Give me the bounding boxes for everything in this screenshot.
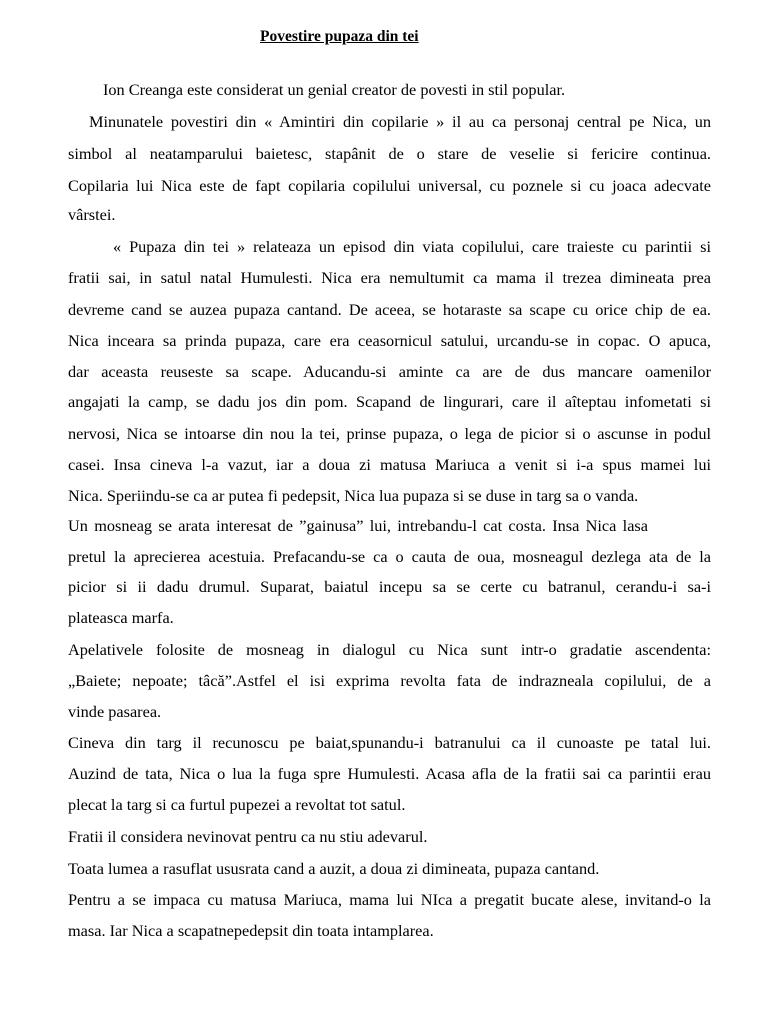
text-line: masa. Iar Nica a scapatnepedepsit din toata intamplarea. <box>68 921 434 940</box>
text-line: fratii sai, in satul natal Humulesti. Nica era nemultumit ca mama il trezea dimineata prea <box>68 268 711 287</box>
text-line: casei. Insa cineva l-a vazut, iar a doua zi matusa Mariuca a venit si i-a spus mamei lui <box>68 455 711 474</box>
text-line: nervosi, Nica se intoarse din nou la tei, prinse pupaza, o lega de picior si o ascunse in podul <box>68 424 711 443</box>
text-line: vinde pasarea. <box>68 702 162 721</box>
text-line: Minunatele povestiri din « Amintiri din copilarie » il au ca personaj central pe Nica, un <box>89 112 711 131</box>
text-line: pretul la aprecierea acestuia. Prefacandu-se ca o cauta de oua, mosneagul dezlega ata de la <box>68 547 711 566</box>
text-line: « Pupaza din tei » relateaza un episod din viata copilului, care traieste cu parintii si <box>113 237 711 256</box>
text-line: Copilaria lui Nica este de fapt copilaria copilului universal, cu poznele si cu joaca adecvate <box>68 176 711 195</box>
text-line: Un mosneag se arata interesat de ”gainusa” lui, intrebandu-l cat costa. Insa Nica lasa <box>68 516 648 535</box>
text-line: Nica. Speriindu-se ca ar putea fi pedepsit, Nica lua pupaza si se duse in targ sa o vanda. <box>68 486 639 505</box>
text-line: dar aceasta reuseste sa scape. Aducandu-si aminte ca are de dus mancare oamenilor <box>68 362 711 381</box>
text-line: simbol al neatamparului baietesc, stapânit de o stare de veselie si fericire continua. <box>68 144 711 163</box>
text-line: vârstei. <box>68 205 116 224</box>
text-line: picior si ii dadu drumul. Suparat, baiatul incepu sa se certe cu batranul, cerandu-i sa-i <box>68 577 711 596</box>
document-title: Povestire pupaza din tei <box>260 28 419 45</box>
text-line: Ion Creanga este considerat un genial creator de povesti in stil popular. <box>103 80 566 99</box>
document-page <box>68 0 711 1024</box>
text-line: Cineva din targ il recunoscu pe baiat,spunandu-i batranului ca il cunoaste pe tatal lui. <box>68 733 711 752</box>
text-line: plateasca marfa. <box>68 608 174 627</box>
text-line: „Baiete; nepoate; tâcă”.Astfel el isi exprima revolta fata de indrazneala copilului, de a <box>68 671 711 690</box>
text-line: Auzind de tata, Nica o lua la fuga spre Humulesti. Acasa afla de la fratii sai ca parintii erau <box>68 764 711 783</box>
text-line: angajati la camp, se dadu jos din pom. Scapand de lingurari, care il aîteptau infometati si <box>68 392 711 411</box>
text-line: devreme cand se auzea pupaza cantand. De aceea, se hotaraste sa scape cu orice chip de ea. <box>68 300 711 319</box>
text-line: Nica inceara sa prinda pupaza, care era ceasornicul satului, urcandu-se in copac. O apuca, <box>68 331 711 350</box>
text-line: Toata lumea a rasuflat ususrata cand a auzit, a doua zi dimineata, pupaza cantand. <box>68 859 600 878</box>
text-line: Apelativele folosite de mosneag in dialogul cu Nica sunt intr-o gradatie ascendenta: <box>68 640 711 659</box>
text-line: Fratii il considera nevinovat pentru ca nu stiu adevarul. <box>68 827 428 846</box>
text-line: Pentru a se impaca cu matusa Mariuca, mama lui NIca a pregatit bucate alese, invitand-o la <box>68 890 711 909</box>
text-line: plecat la targ si ca furtul pupezei a revoltat tot satul. <box>68 795 406 814</box>
